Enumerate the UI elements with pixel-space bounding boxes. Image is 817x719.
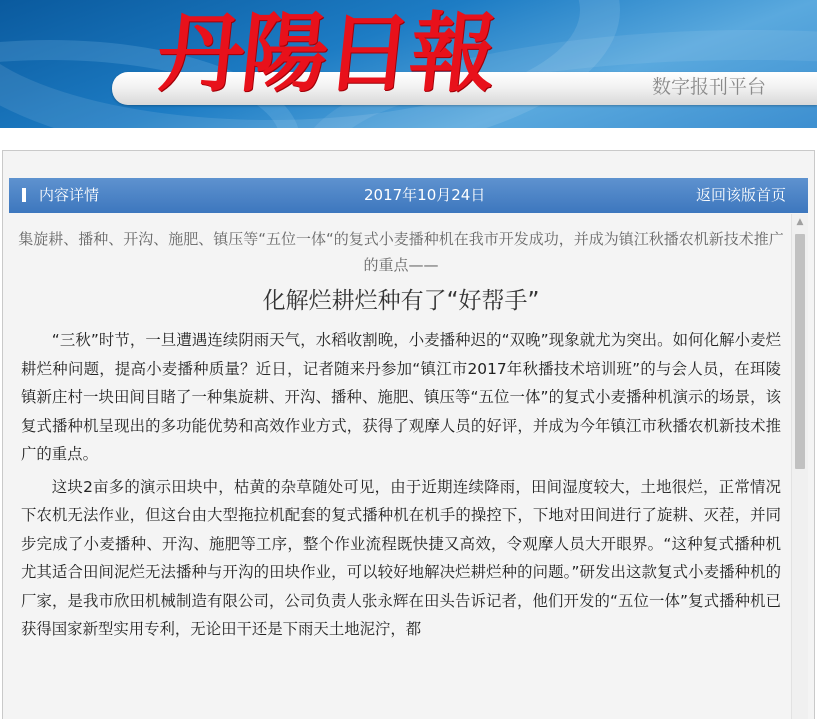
content-titlebar xyxy=(9,178,808,213)
section-label: 内容详情 xyxy=(39,186,100,204)
article-title: 化解烂耕烂种有了“好帮手” xyxy=(262,288,540,314)
newspaper-logo: 丹陽日報 xyxy=(152,3,500,104)
article-paragraph: 这块2亩多的演示田块中，枯黄的杂草随处可见，由于近期连续降雨，田间湿度较大，土地很烂，正常情况下农机无法作业，但这台由大型拖拉机配套的复式播种机在机手的操控下，下地对田间进行了旋耕、灭茬，并同步完成了小麦播种、开沟、施肥等工序，整个作业流程既快捷又高效，令观摩人员大开眼界。“这种复式播种机尤其适合田间泥烂无法播种与开沟的田块作业，可以较好地解决烂耕烂种的问题。”研发出这款复式小麦播种机的厂家，是我市欣田机械制造有限公司，公司负责人张永辉在田头告诉记者，他们开发的“五位一体”复式播种机已获得国家新型实用专利，无论田干还是下雨天土地泥泞，都 xyxy=(21,477,781,638)
scrollbar-thumb[interactable] xyxy=(795,234,805,469)
header-banner xyxy=(0,0,817,128)
scroll-up-arrow-icon[interactable]: ▲ xyxy=(796,217,804,227)
article-content xyxy=(11,214,791,644)
back-to-page-link[interactable]: 返回该版首页 xyxy=(695,186,786,204)
article-panel[interactable] xyxy=(11,214,808,719)
article-pre-title: 集旋耕、播种、开沟、施肥、镇压等“五位一体“的复式小麦播种机在我市开发成功，并成为镇江秋播农机新技术推广的重点—— xyxy=(18,230,784,274)
content-frame xyxy=(2,150,815,719)
article-scrollbar[interactable] xyxy=(791,214,808,719)
issue-date: 2017年10月24日 xyxy=(364,186,486,204)
section-marker-icon xyxy=(22,188,26,202)
platform-label: 数字报刊平台 xyxy=(652,76,767,98)
article-paragraph: “三秋”时节，一旦遭遇连续阴雨天气，水稻收割晚，小麦播种迟的“双晚”现象就尤为突出。如何化解小麦烂耕烂种问题，提高小麦播种质量？近日，记者随来丹参加“镇江市2017年秋播技术培训班”的与会人员，在珥陵镇新庄村一块田间目睹了一种集旋耕、开沟、播种、施肥、镇压等“五位一体”的复式小麦播种机演示的场景，该复式播种机呈现出的多功能优势和高效作业方式，获得了观摩人员的好评，并成为今年镇江市秋播农机新技术推广的重点。 xyxy=(21,331,781,463)
